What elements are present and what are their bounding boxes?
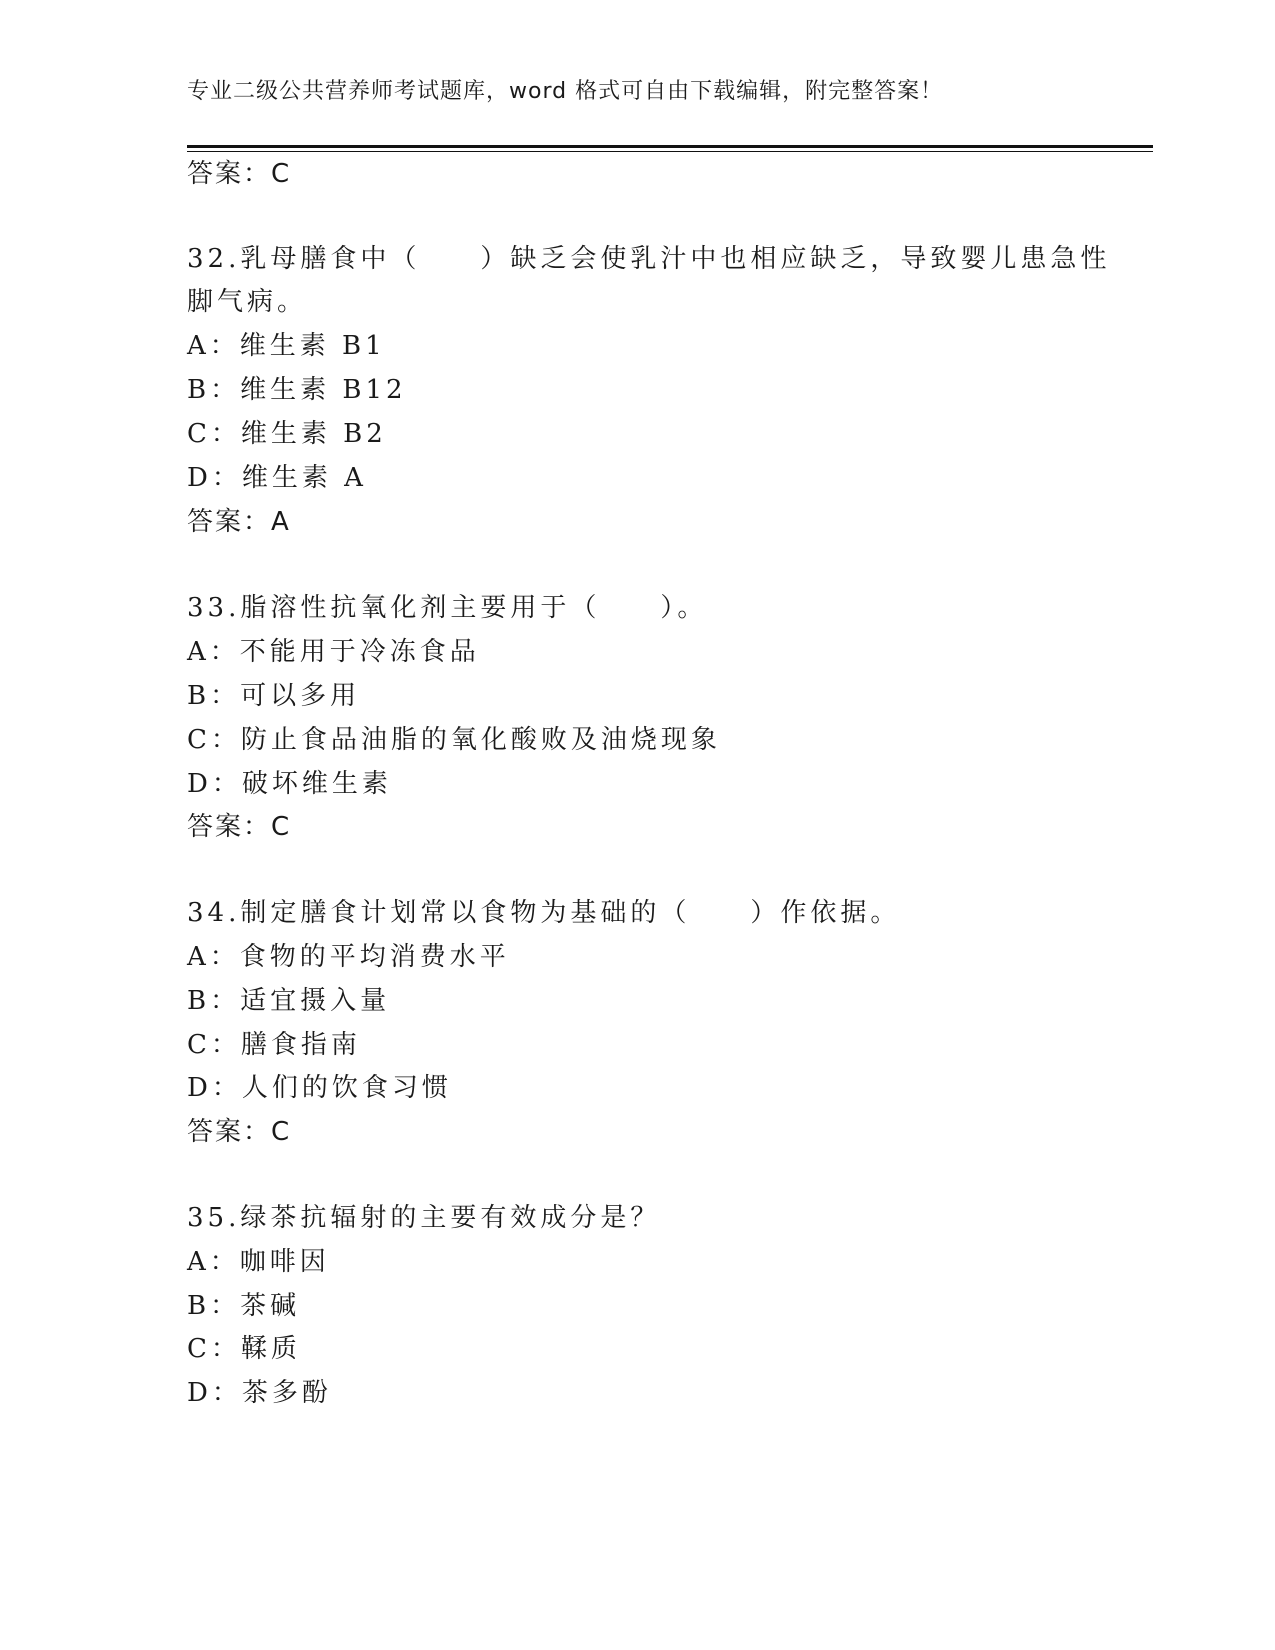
- page-header: 专业二级公共营养师考试题库，word 格式可自由下载编辑，附完整答案！: [187, 79, 944, 104]
- question-32-option-a: A：维生素 B1: [187, 331, 386, 361]
- question-32-stem-line1: 32.乳母膳食中（ ）缺乏会使乳汁中也相应缺乏，导致婴儿患急性: [187, 244, 1111, 274]
- question-35-stem: 35.绿茶抗辐射的主要有效成分是？: [187, 1203, 661, 1233]
- answer-32: 答案：A: [187, 507, 291, 537]
- question-33-option-a: A：不能用于冷冻食品: [187, 637, 480, 667]
- answer-33: 答案：C: [187, 812, 292, 842]
- question-35-option-d: D：茶多酚: [187, 1378, 332, 1408]
- question-33-option-d: D：破坏维生素: [187, 769, 392, 799]
- question-34-option-a: A：食物的平均消费水平: [187, 942, 510, 972]
- question-32-stem-line2: 脚气病。: [187, 287, 308, 317]
- question-33-stem: 33.脂溶性抗氧化剂主要用于（ ）。: [187, 593, 708, 623]
- question-34-option-c: C：膳食指南: [187, 1030, 361, 1060]
- question-32-option-c: C：维生素 B2: [187, 419, 387, 449]
- header-rule-thin: [187, 151, 1153, 152]
- question-32-option-b: B：维生素 B12: [187, 375, 407, 405]
- question-33-option-b: B：可以多用: [187, 681, 361, 711]
- header-rule-thick: [187, 145, 1153, 148]
- question-33-option-c: C：防止食品油脂的氧化酸败及油烧现象: [187, 725, 721, 755]
- answer-34: 答案：C: [187, 1117, 292, 1147]
- question-34-option-b: B：适宜摄入量: [187, 986, 391, 1016]
- question-35-option-b: B：茶碱: [187, 1291, 301, 1321]
- answer-31: 答案：C: [187, 159, 292, 189]
- question-35-option-a: A：咖啡因: [187, 1247, 330, 1277]
- question-34-stem: 34.制定膳食计划常以食物为基础的（ ）作依据。: [187, 898, 901, 928]
- question-32-option-d: D：维生素 A: [187, 463, 367, 493]
- question-34-option-d: D：人们的饮食习惯: [187, 1073, 452, 1103]
- question-35-option-c: C：鞣质: [187, 1334, 301, 1364]
